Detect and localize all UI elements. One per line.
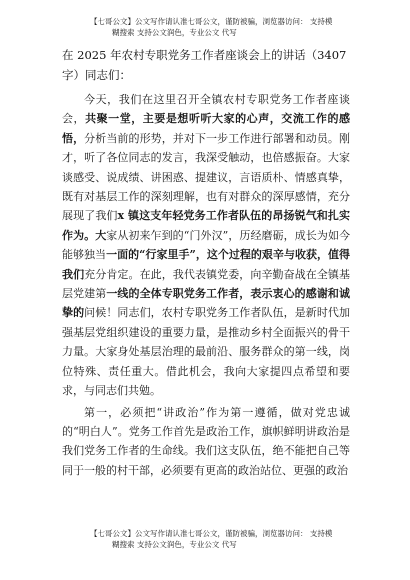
paragraph-1-sentence: 家从初来乍到的“门外汉”，历经磨砺，成长为如今能够独当 (62, 228, 351, 262)
paragraph-1-sentence: 分析当前的形势，并对下一步工作进行部署和动员。刚才，听了各位同志的发言，我深受触动，也倍感振奋。大家谈感受、说成绩、讲困惑、提建议，言语质朴、情感真挚，既有对基层工作的深刻理解，也有对群众的深厚感情，充分展现了我们 (62, 131, 351, 223)
paragraph-1-bold: 一线的全体专职党务工作者，表示衷心的感谢和诚挚的 (62, 287, 351, 320)
page-header (90, 16, 390, 38)
paragraph-2: 第一，必须把“讲政治”作为第一遵循，做对党忠诚的“明白人”。党务工作首先是政治工作，旗帜鲜明讲政治是我们党务工作者的生命线。我们这支队伍，绝不能把自己等同于一般的村干部，必须要有更高的政治站位、更强的政治 (62, 405, 350, 477)
document-body (62, 90, 350, 480)
footer-line-2: 糊搜索 支持公文润色，专业公文 代写 (112, 540, 237, 549)
paragraph-1-bold: 一面的“行家里手”，这个过程的艰辛与收获，值得我们 (62, 248, 351, 281)
speech-title (62, 45, 352, 85)
paragraph-1-bold: 共聚一堂，主要是想听听大家的心声，交流工作的感悟， (62, 112, 351, 145)
footer-line-1: 【七哥公文】公文写作请认准七哥公文，谨防被骗，浏览器访问： 支持模 (90, 529, 333, 538)
paragraph-1-sentence: 问候！同志们，农村专职党务工作者队伍，是新时代加强基层党组织建设的重要力量，是推动乡村全面振兴的骨干力量。大家身处基层治理的最前沿、服务群众的第一线，岗位特殊、责任重大。借此机会，我向大家提四点希望和要求，与同志们共勉。 (62, 306, 351, 398)
paragraph-1 (62, 90, 350, 401)
title-text: 在 2025 年农村专职党务工作者座谈会上的讲话（3407 (62, 48, 347, 62)
header-line-2: 糊搜索 支持公文润色，专业公文 代写 (112, 28, 237, 37)
paragraph-1-bold: x 镇这支年轻党务工作者队伍的昂扬锐气和扎实作为。大 (62, 209, 351, 242)
page-footer (90, 528, 390, 550)
paragraph-1-sentence: 今天，我们在这里召开全镇农村专职党务工作者座谈会， (62, 93, 350, 126)
title-continuation: 字）同志们： (62, 68, 131, 82)
header-line-1: 【七哥公文】公文写作请认准七哥公文，谨防被骗，浏览器访问： 支持模 (90, 17, 333, 26)
paragraph-1-sentence: 充分肯定。在此，我代表镇党委，向辛勤奋战在全镇基层党建第 (62, 267, 351, 301)
